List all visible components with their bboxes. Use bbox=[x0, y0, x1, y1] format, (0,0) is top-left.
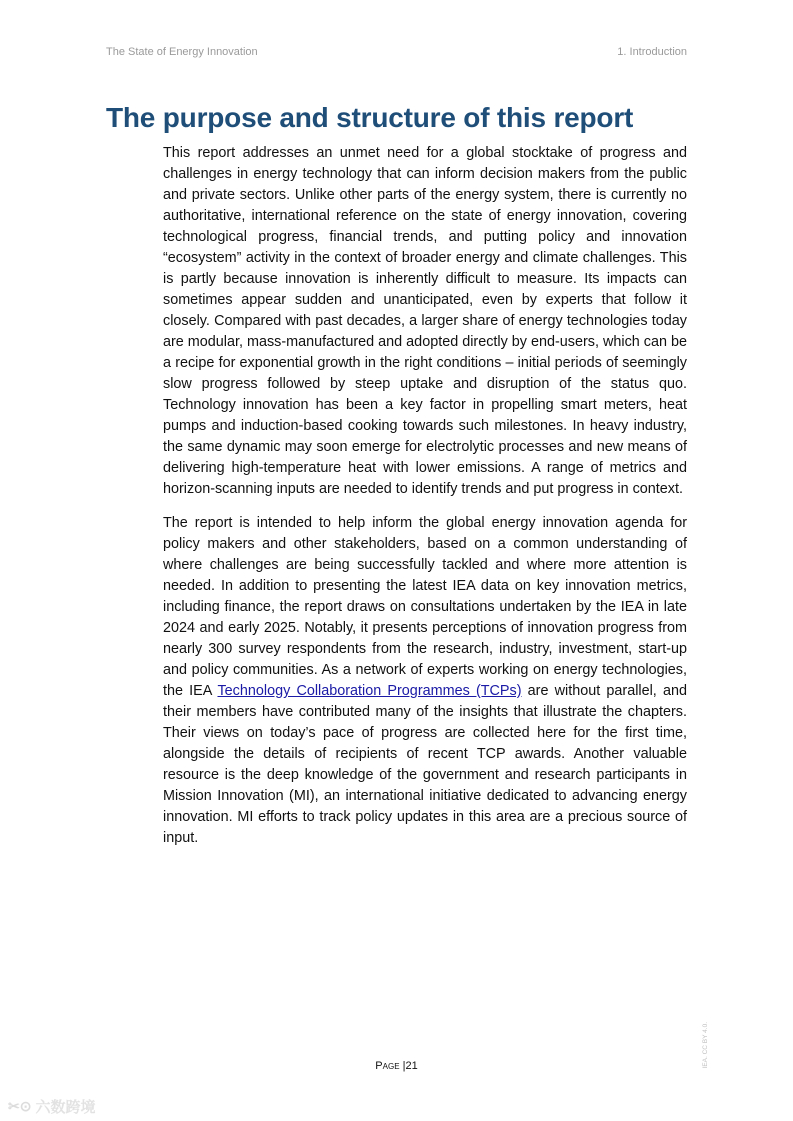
tcp-link[interactable]: Technology Collaboration Programmes (TCPs) bbox=[217, 683, 522, 699]
watermark-text: 六数跨境 bbox=[35, 1099, 96, 1116]
license-note: IEA. CC BY 4.0. bbox=[702, 1022, 709, 1069]
paragraph-1: This report addresses an unmet need for a global stocktake of progress and challenges in energy technology that can inform decision makers from the public and private sectors. Unlike other parts of the energy system, there is currently no authoritative, international reference on the state of energy innovation, covering technological progress, financial trends, and putting policy and innovation “ecosystem” activity in the context of broader energy and climate challenges. This is partly because innovation is inherently difficult to measure. Its impacts can sometimes appear sudden and unanticipated, even by experts that follow it closely. Compared with past decades, a larger share of energy technologies today are modular, mass-manufactured and adopted directly by end-users, which can be a recipe for exponential growth in the right conditions – initial periods of seemingly slow progress followed by steep uptake and disruption of the status quo. Technology innovation has been a key factor in propelling smart meters, heat pumps and induction-based cooking towards such milestones. In heavy industry, the same dynamic may soon emerge for electrolytic processes and new means of delivering high-temperature heat with lower emissions. A range of metrics and horizon-scanning inputs are needed to identify trends and put progress in context. bbox=[163, 145, 687, 497]
page-number: 21 bbox=[405, 1060, 418, 1072]
paragraph-2 bbox=[163, 513, 687, 849]
running-header-chapter: 1. Introduction bbox=[617, 46, 687, 58]
paragraph-2-text-before: The report is intended to help inform the global energy innovation agenda for policy makers and other stakeholders, based on a common understanding of where challenges are being successfully tackled and where more attention is needed. In addition to presenting the latest IEA data on key innovation metrics, including finance, the report draws on consultations undertaken by the IEA in late 2024 and early 2025. Notably, it presents perceptions of innovation progress from nearly 300 survey respondents from the research, industry, investment, start-up and policy communities. As a network of experts working on energy technologies, the IEA bbox=[163, 515, 687, 699]
paragraph-2-text-after: are without parallel, and their members have contributed many of the insights that illustrate the chapters. Their views on today’s pace of progress are collected here for the first time, alongside the details of recipients of recent TCP awards. Another valuable resource is the deep knowledge of the government and research participants in Mission Innovation (MI), an international initiative dedicated to advancing energy innovation. MI efforts to track policy updates in this area are a precious source of input. bbox=[163, 683, 687, 846]
running-header-title: The State of Energy Innovation bbox=[106, 46, 258, 58]
page-label: Page bbox=[375, 1060, 400, 1072]
watermark bbox=[8, 1096, 95, 1117]
body-text bbox=[163, 143, 687, 862]
section-title: The purpose and structure of this report bbox=[106, 102, 634, 133]
watermark-logo-icon: ✂⊙ bbox=[8, 1098, 32, 1114]
page-footer bbox=[0, 1060, 793, 1072]
page-separator: | bbox=[402, 1060, 406, 1072]
